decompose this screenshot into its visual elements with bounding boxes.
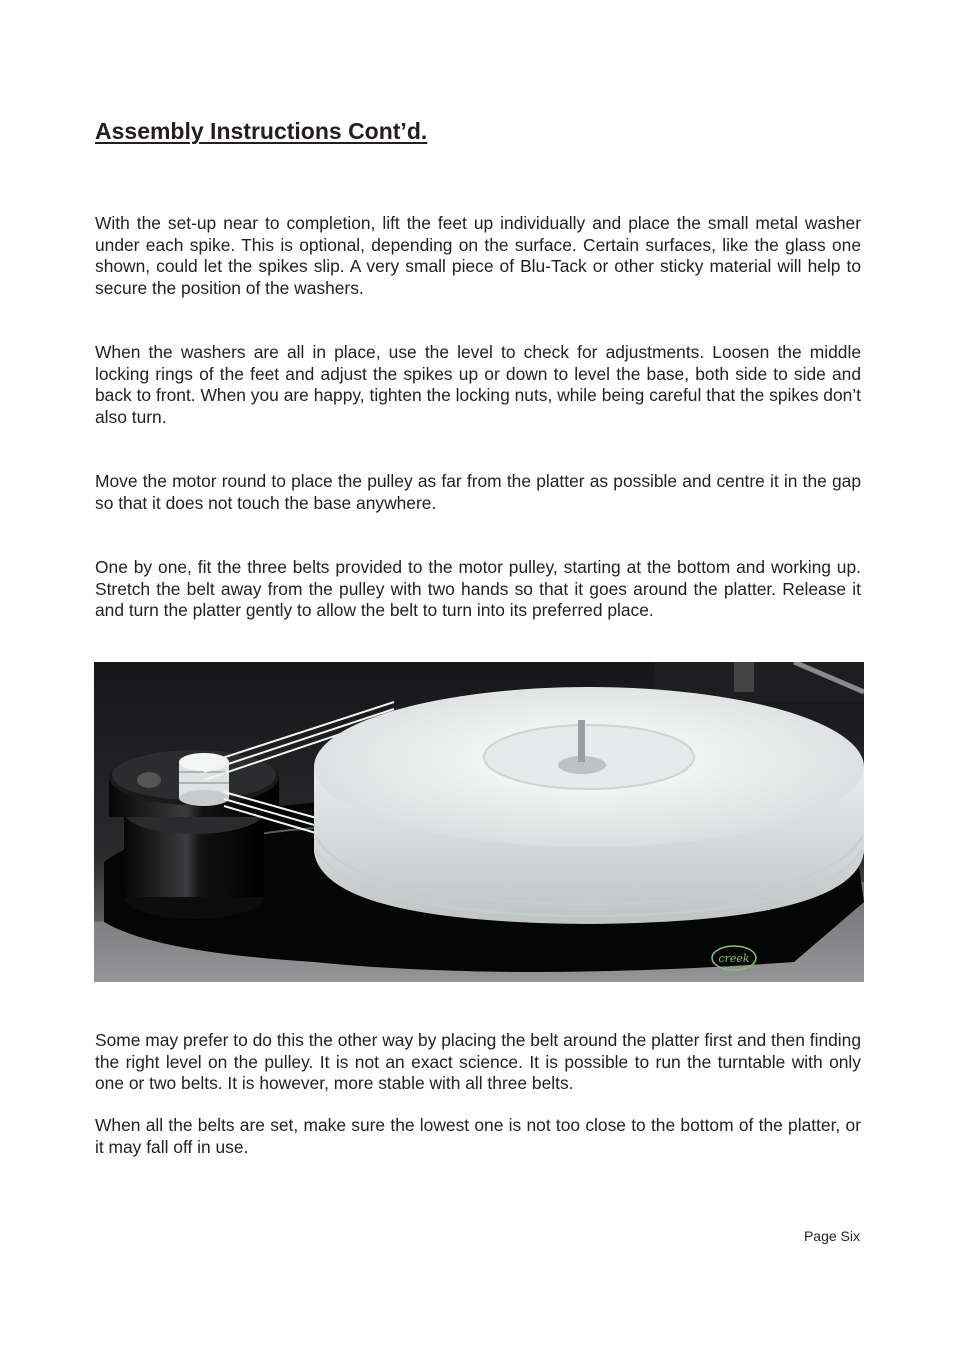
creek-logo: creek [718, 952, 750, 965]
paragraph-fit-belts: One by one, fit the three belts provided to the motor pulley, starting at the bottom and working up. Stretch the belt away from the pulley with two hands so that it goes around the platter. Release it and turn the platter gently to allow the belt to turn into its preferred place. [95, 557, 861, 621]
paragraph-alternative-method: Some may prefer to do this the other way by placing the belt around the platter first and then finding the right level on the pulley. It is not an exact science. It is possible to run the turntable with only one or two belts. It is however, more stable with all three belts. [95, 1030, 861, 1094]
paragraph-motor-position: Move the motor round to place the pulley as far from the platter as possible and centre it in the gap so that it does not touch the base anywhere. [95, 471, 861, 513]
paragraph-lowest-belt: When all the belts are set, make sure the lowest one is not too close to the bottom of the platter, or it may fall off in use. [95, 1115, 861, 1157]
paragraph-washers: With the set-up near to completion, lift the feet up individually and place the small metal washer under each spike. This is optional, depending on the surface. Certain surfaces, like the glass one shown, could let the spikes slip. A very small piece of Blu-Tack or other sticky material will help to secure the position of the washers. [95, 213, 861, 298]
paragraph-levelling: When the washers are all in place, use the level to check for adjustments. Loosen the middle locking rings of the feet and adjust the spikes up or down to level the base, both side to side and back to front. When you are happy, tighten the locking nuts, while being careful that the spikes don’t also turn. [95, 342, 861, 427]
page-number: Page Six [803, 1228, 860, 1244]
page-title: Assembly Instructions Cont’d. [95, 118, 428, 144]
turntable-photo [94, 662, 864, 982]
